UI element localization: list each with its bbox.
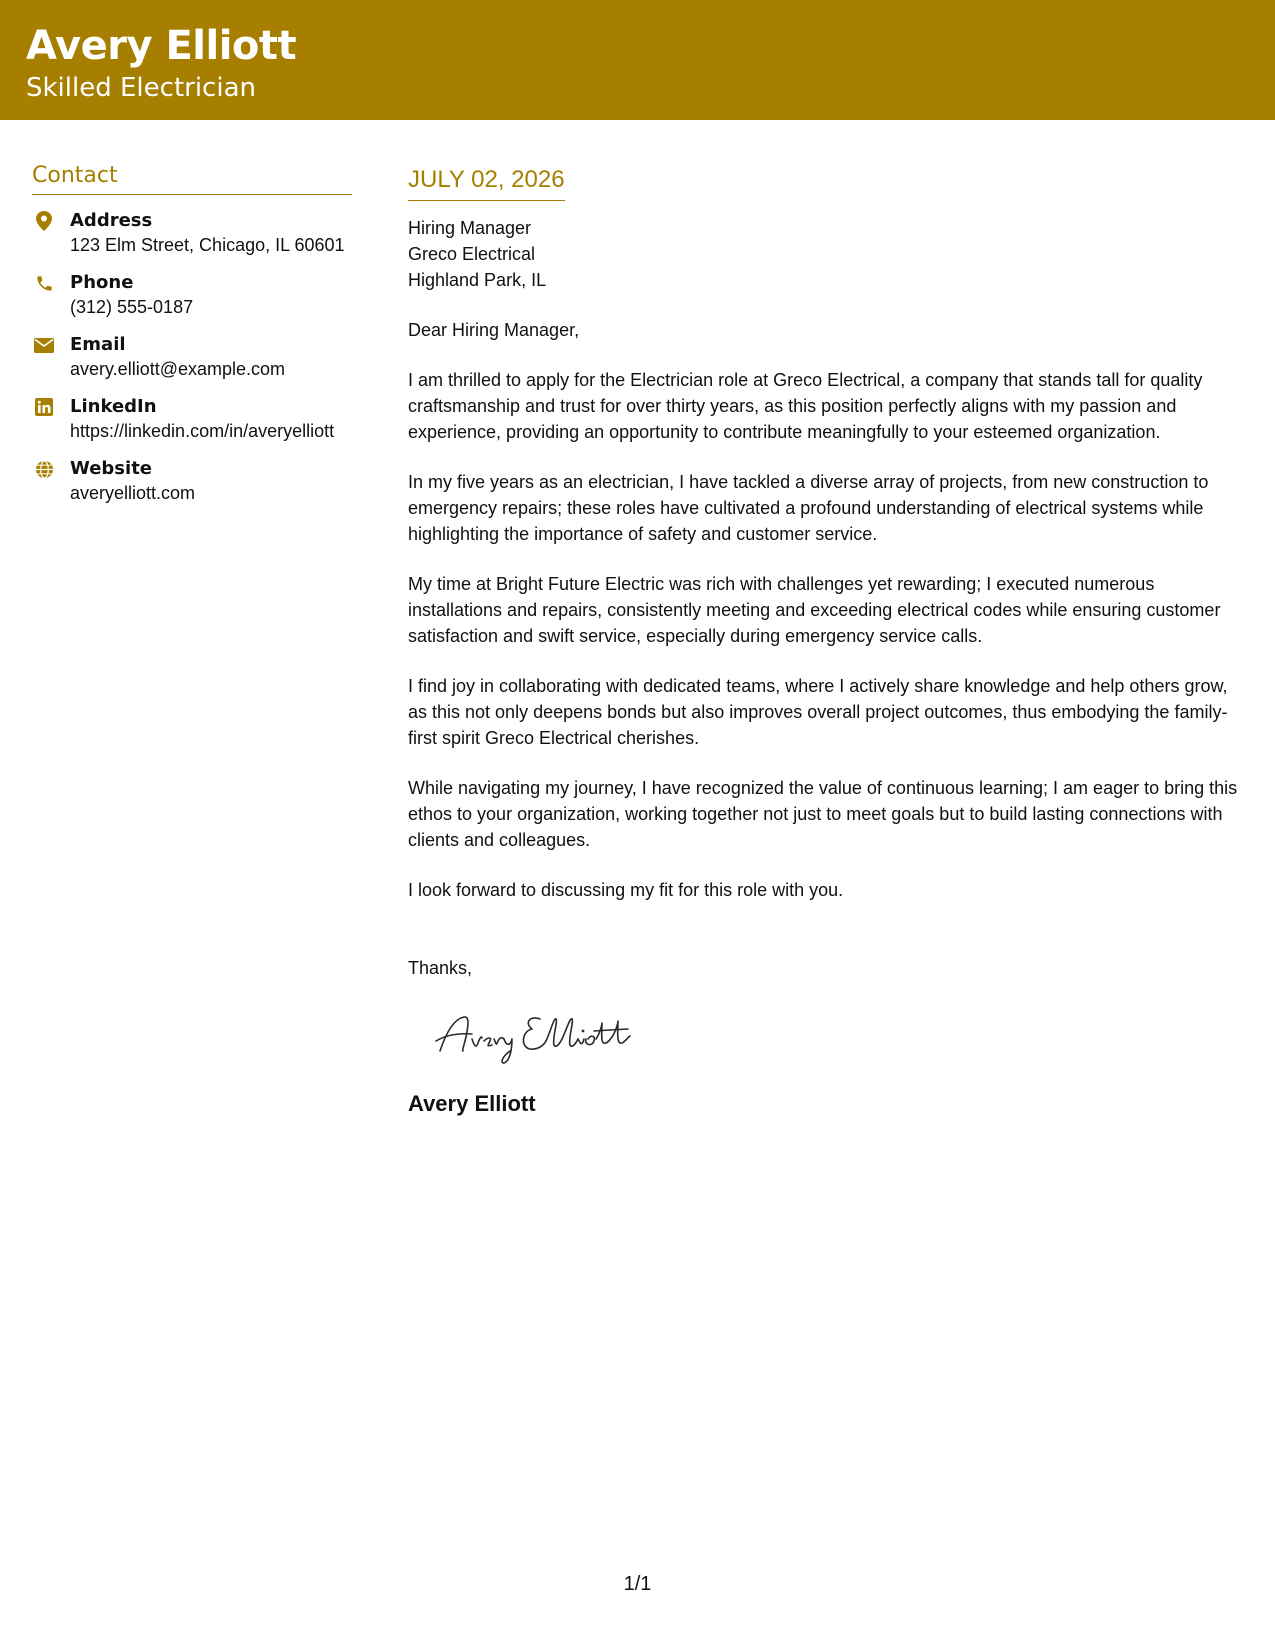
globe-icon [34, 459, 54, 479]
paragraph-5: While navigating my journey, I have recognized the value of continuous learning; I am eager to bring this ethos to your organization, working together not just to meet goals but to build lasting connections with clients and colleagues. [408, 778, 1238, 850]
paragraph-4: I find joy in collaborating with dedicated teams, where I actively share knowledge and help others grow, as this not only deepens bonds but also improves overall project outcomes, thus embodying the family-first spirit Greco Electrical cherishes. [408, 676, 1228, 748]
linkedin-label: LinkedIn [70, 396, 157, 417]
recipient-name: Hiring Manager [408, 218, 532, 238]
contact-phone [32, 271, 352, 319]
contact-email [32, 333, 352, 381]
phone-label: Phone [70, 272, 134, 293]
location-pin-icon [34, 211, 54, 231]
applicant-name: Avery Elliott [26, 23, 297, 69]
website-value[interactable]: averyelliott.com [70, 483, 196, 503]
paragraph-2: In my five years as an electrician, I have tackled a diverse array of projects, from new construction to emergency repairs; these roles have cultivated a profound understanding of electrical systems while highlighting the importance of safety and customer service. [408, 472, 1209, 544]
recipient-block [408, 215, 1248, 293]
letter-body [408, 162, 1248, 1119]
address-label: Address [70, 210, 153, 231]
linkedin-value[interactable]: https://linkedin.com/in/averyelliott [70, 421, 335, 441]
paragraph-6: I look forward to discussing my fit for this role with you. [408, 880, 844, 900]
paragraph-1: I am thrilled to apply for the Electrician role at Greco Electrical, a company that stands tall for quality craftsmanship and trust for over thirty years, as this position perfectly aligns with my passion and experience, providing an opportunity to contribute meaningfully to your esteemed organization. [408, 370, 1203, 442]
page-header [0, 0, 1275, 120]
linkedin-icon [34, 397, 54, 417]
paragraph-3: My time at Bright Future Electric was rich with challenges yet rewarding; I executed numerous installations and repairs, consistently meeting and exceeding electrical codes while ensuring customer satisfaction and swift service, especially during emergency service calls. [408, 574, 1221, 646]
contact-address [32, 209, 352, 257]
phone-value: (312) 555-0187 [70, 297, 194, 317]
recipient-location: Highland Park, IL [408, 270, 547, 290]
handwritten-signature [432, 1003, 652, 1073]
signed-name: Avery Elliott [408, 1091, 536, 1116]
contact-heading: Contact [32, 160, 352, 195]
contact-sidebar [32, 160, 352, 505]
contact-linkedin [32, 395, 352, 443]
greeting: Dear Hiring Manager, [408, 320, 580, 340]
applicant-title: Skilled Electrician [26, 73, 256, 103]
website-label: Website [70, 458, 153, 479]
closing: Thanks, [408, 958, 473, 978]
email-label: Email [70, 334, 126, 355]
phone-icon [34, 273, 54, 293]
recipient-company: Greco Electrical [408, 244, 536, 264]
contact-website [32, 457, 352, 505]
letter-date: JULY 02, 2026 [408, 162, 565, 201]
address-value: 123 Elm Street, Chicago, IL 60601 [70, 235, 345, 255]
email-value[interactable]: avery.elliott@example.com [70, 359, 286, 379]
page-number: 1/1 [623, 1573, 652, 1595]
envelope-icon [34, 335, 54, 355]
